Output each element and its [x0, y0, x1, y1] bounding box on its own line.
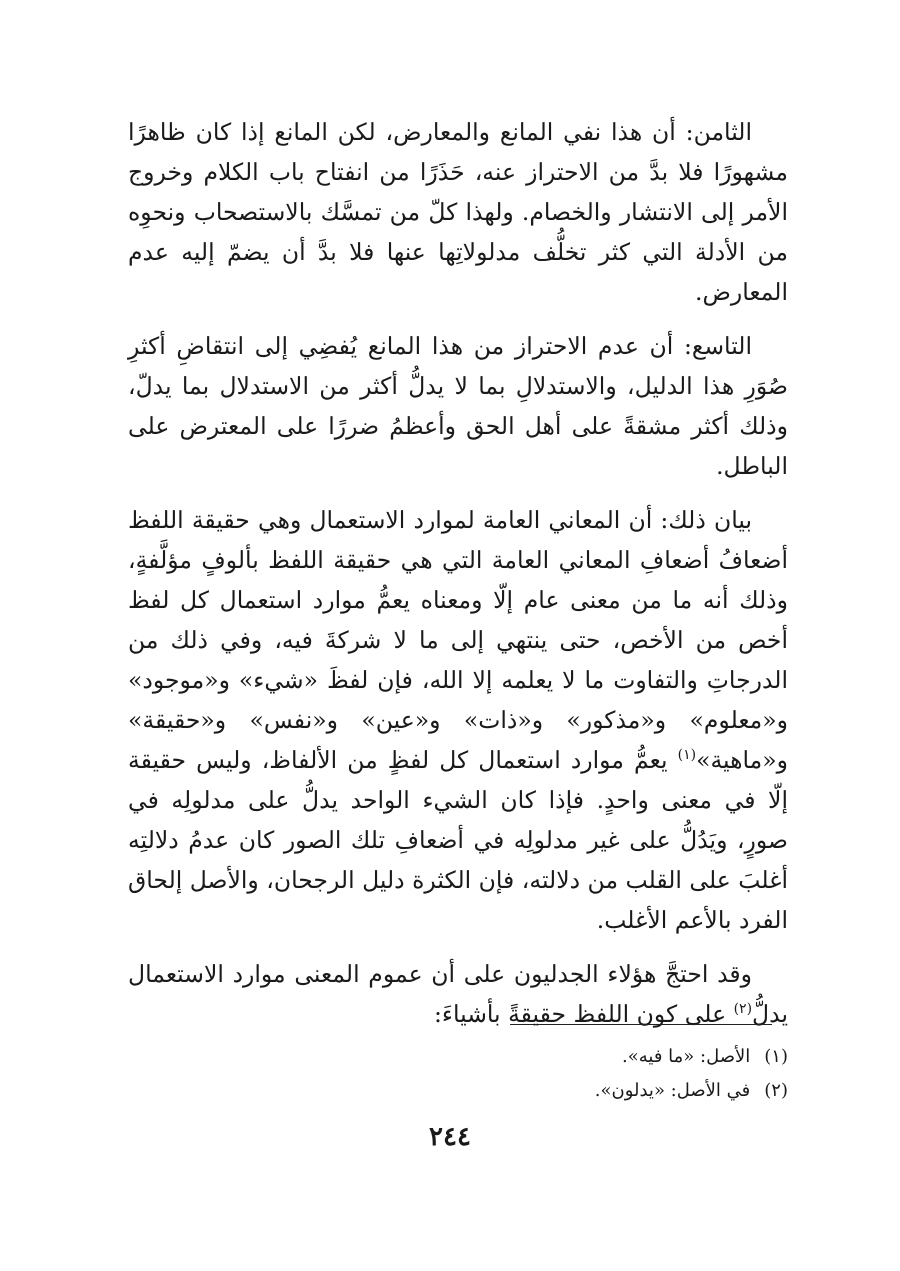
footnote-ref-2: (٢)	[733, 1001, 753, 1018]
paragraph-explanation-part2: يعمُّ موارد استعمال كل لفظٍ من الألفاظ، وليس حقيقة إلّا في معنى واحدٍ. فإذا كان الشيء الواحد يدلُّ على مدلولِه في صورٍ، ويَدُلُّ على غير مدلولِه في أضعافِ تلك الصور كان عدمُ دلالتِه أغلبَ على القلب من دلالته، فإن الكثرة دليل الرجحان، والأصل إلحاق الفرد بالأعم الأغلب.	[128, 746, 788, 934]
page-number: ٢٤٤	[429, 1122, 471, 1152]
footnotes	[128, 1040, 788, 1108]
footnote-2-text: في الأصل: «يدلون».	[594, 1080, 751, 1101]
paragraph-explanation	[128, 500, 788, 940]
paragraph-argument-part1: وقد احتجَّ هؤلاء الجدليون على أن عموم المعنى موارد الاستعمال يدلُّ	[128, 960, 788, 1028]
footnote-1-number: (١)	[764, 1046, 788, 1067]
paragraph-eighth: الثامن: أن هذا نفي المانع والمعارض، لكن المانع إذا كان ظاهرًا مشهورًا فلا بدَّ من الاحتراز عنه، حَذَرًا من انفتاح باب الكلام وخروج الأمر إلى الانتشار والخصام. ولهذا كلّ من تمسَّك بالاستصحاب ونحوِه من الأدلة التي كثر تخلُّف مدلولاتِها عنها فلا بدَّ أن يضمّ إليه عدم المعارض.	[128, 118, 788, 306]
footnote-ref-1: (١)	[677, 747, 697, 764]
paragraph-argument	[128, 954, 788, 1034]
footnote-2-number: (٢)	[764, 1080, 788, 1101]
paragraph-ninth: التاسع: أن عدم الاحتراز من هذا المانع يُفضِي إلى انتقاضِ أكثرِ صُوَرِ هذا الدليل، والاستدلالِ بما لا يدلُّ أكثر من الاستدلال بما يدلّ، وذلك أكثر مشقةً على أهل الحق وأعظمُ ضررًا على المعترض على الباطل.	[128, 332, 788, 480]
paragraph-explanation-part1: بيان ذلك: أن المعاني العامة لموارد الاستعمال وهي حقيقة اللفظ أضعافُ أضعافِ المعاني العامة التي هي حقيقة اللفظ بألوفٍ مؤلَّفةٍ، وذلك أنه ما من معنى عام إلّا ومعناه يعمُّ موارد استعمال كل لفظ أخص من الأخص، حتى ينتهي إلى ما لا شركةَ فيه، وفي ذلك من الدرجاتِ والتفاوت ما لا يعلمه إلا الله، فإن لفظَ «شيء» و«موجود» و«معلوم» و«مذكور» و«ذات» و«عين» و«نفس» و«حقيقة» و«ماهية»	[128, 506, 788, 774]
footnote-2	[128, 1074, 788, 1108]
main-text	[128, 112, 788, 1048]
paragraph-argument-part2: على كون اللفظ حقيقةً بأشياءَ:	[433, 1000, 734, 1028]
footnote-1-text: الأصل: «ما فيه».	[622, 1046, 751, 1067]
footnote-1	[128, 1040, 788, 1074]
footnote-divider	[510, 1024, 772, 1025]
